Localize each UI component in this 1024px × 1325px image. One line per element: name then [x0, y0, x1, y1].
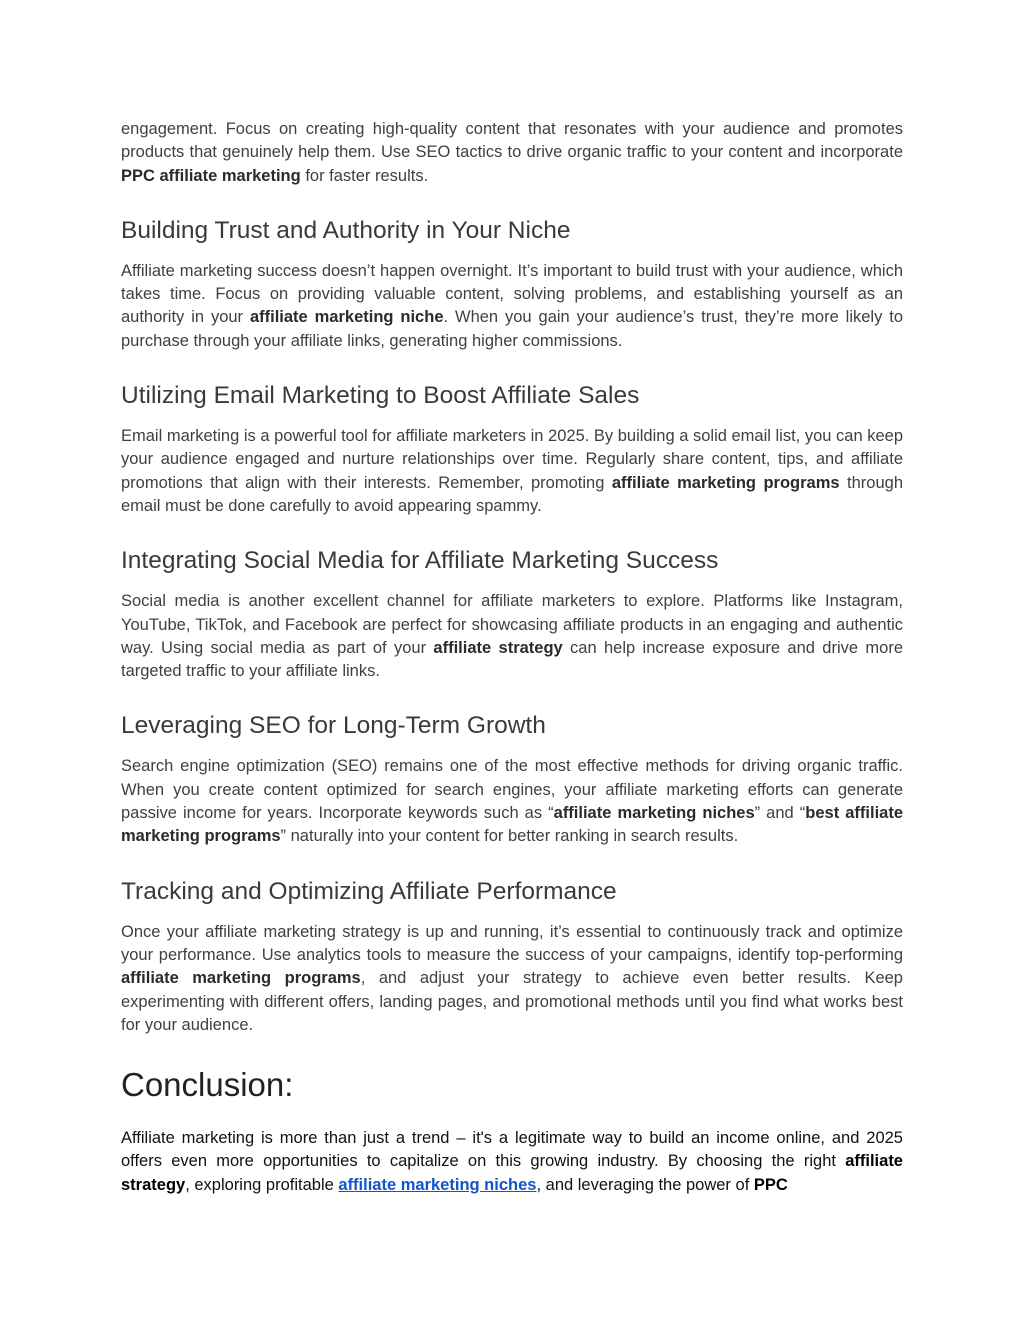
section-paragraph-social: [121, 590, 903, 683]
text-run: ” naturally into your content for better ranking in search results.: [280, 827, 739, 846]
bold-term: affiliate marketing niche: [249, 308, 444, 327]
text-run: can help increase exposure and drive more targeted traffic to your affiliate links.: [121, 638, 903, 681]
bold-term: best affiliate marketing programs: [121, 804, 904, 846]
text-run: Social media is another excellent channel for affiliate marketers to explore. Platforms like Instagram, YouTube, TikTok, and Facebook are perfect for showcasing affiliate products in an engaging and authentic way. Using social media as part of your: [121, 592, 903, 657]
text-run: through email must be done carefully to avoid appearing spammy.: [121, 473, 904, 515]
bold-term: PPC affiliate marketing: [121, 166, 301, 185]
text-run: engagement. Focus on creating high-quality content that resonates with your audience and promotes products that genuinely help them. Use SEO tactics to drive organic traffic to your content and incorporate: [121, 120, 903, 162]
section-heading-tracking: Tracking and Optimizing Affiliate Performance: [121, 877, 617, 905]
text-run: . When you gain your audience’s trust, they’re more likely to purchase through your affiliate links, generating higher commissions.: [121, 308, 903, 350]
bold-term: affiliate marketing programs: [121, 969, 361, 988]
text-run: Search engine optimization (SEO) remains one of the most effective methods for driving organic traffic. When you create content optimized for search engines, your affiliate marketing efforts can generate passive income for years. Incorporate keywords such as “: [121, 757, 903, 823]
section-paragraph-trust: [121, 260, 903, 353]
section-heading-seo: Leveraging SEO for Long-Term Growth: [121, 712, 546, 740]
text-run: , and adjust your strategy to achieve even better results. Keep experimenting with different offers, landing pages, and promotional methods until you find what works best for your audience.: [121, 969, 903, 1034]
section-paragraph-email: [121, 425, 903, 518]
bold-term: affiliate marketing programs: [611, 473, 840, 492]
text-run: Once your affiliate marketing strategy is up and running, it’s essential to continuously track and optimize your performance. Use analytics tools to measure the success of your campaigns, identify top-performing: [121, 922, 903, 964]
section-heading-social: Integrating Social Media for Affiliate Marketing Success: [121, 547, 719, 575]
text-run: Affiliate marketing is more than just a trend – it's a legitimate way to build an income online, and 2025 offers even more opportunities to capitalize on this growing industry. By choosing the right: [121, 1129, 903, 1171]
affiliate-niches-link[interactable]: affiliate marketing niches: [338, 1175, 537, 1194]
bold-term: affiliate strategy: [121, 1152, 903, 1194]
section-heading-email: Utilizing Email Marketing to Boost Affiliate Sales: [121, 382, 640, 410]
section-paragraph-tracking: [121, 921, 903, 1037]
text-run: Affiliate marketing success doesn’t happen overnight. It’s important to build trust with your audience, which takes time. Focus on providing valuable content, solving problems, and establishing yourself as an authority in your: [121, 261, 903, 327]
text-run: , exploring profitable: [185, 1175, 339, 1194]
text-run: for faster results.: [300, 166, 429, 185]
text-run: ” and “: [754, 804, 806, 823]
conclusion-paragraph: [121, 1127, 903, 1197]
intro-paragraph: [121, 118, 903, 188]
document-page: [121, 118, 903, 1197]
text-run: , and leveraging the power of: [536, 1175, 754, 1194]
section-heading-trust: Building Trust and Authority in Your Niche: [121, 216, 571, 244]
bold-term: affiliate strategy: [433, 638, 563, 657]
bold-term: affiliate marketing niches: [553, 804, 755, 823]
section-paragraph-seo: [121, 755, 903, 848]
conclusion-heading: Conclusion:: [121, 1066, 294, 1104]
text-run: Email marketing is a powerful tool for affiliate marketers in 2025. By building a solid email list, you can keep your audience engaged and nurture relationships over time. Regularly share content, tips, and affiliate promotions that align with their interests. Remember, promoting: [121, 427, 903, 492]
bold-term: PPC: [753, 1175, 788, 1194]
